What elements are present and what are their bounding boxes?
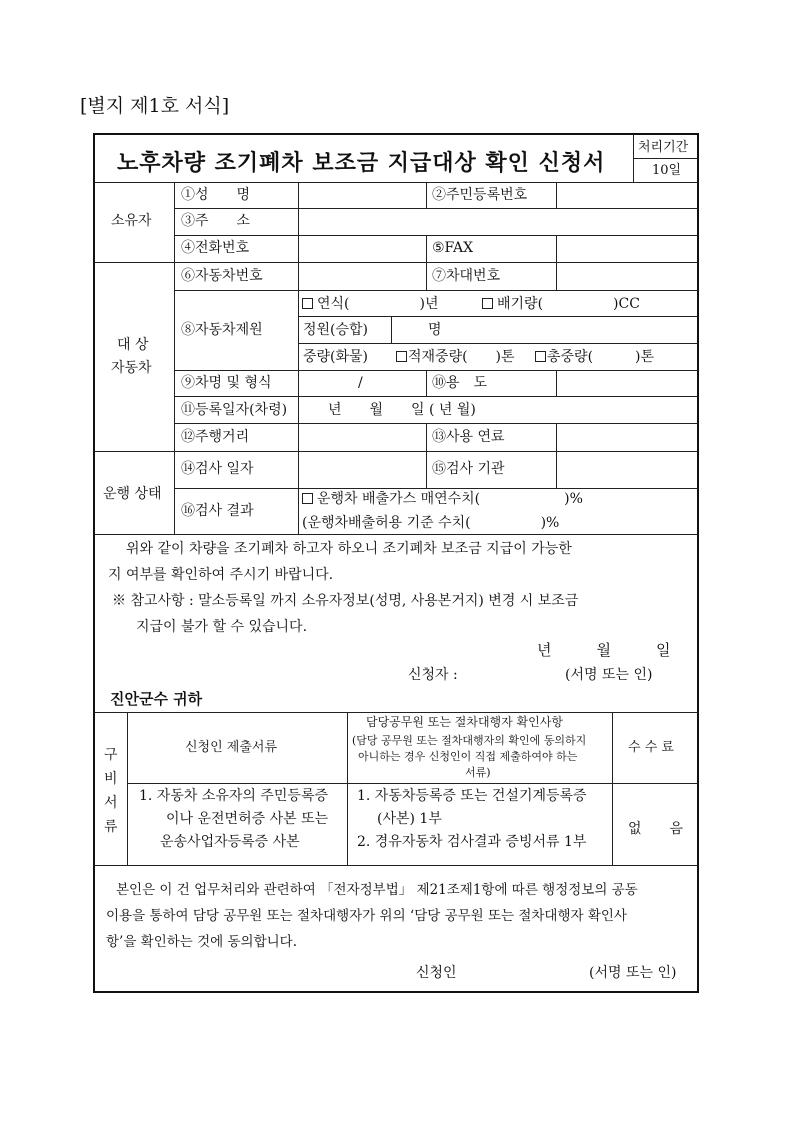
official-doc-line-3: 2. 경유자동차 검사결과 증빙서류 1부	[357, 834, 587, 850]
inspection-org-label: ⑮검사 기관	[432, 461, 505, 477]
year-checkbox[interactable]	[302, 298, 313, 309]
applicant-docs-header: 신청인 제출서류	[185, 740, 278, 755]
inspection-date-label: ⑭검사 일자	[181, 461, 254, 477]
processing-period-value: 10일	[652, 163, 682, 178]
official-check-note-3: 서류)	[465, 766, 491, 779]
addressee: 진안군수 귀하	[110, 690, 203, 708]
processing-period-label: 처리기간	[638, 140, 689, 155]
owner-phone-label: ④전화번호	[181, 240, 250, 256]
official-check-note-2: 아니하는 경우 신청인이 직접 제출하여야 하는	[358, 750, 578, 763]
official-doc-line-1: 1. 자동차등록증 또는 건설기계등록증	[357, 788, 587, 804]
owner-address-field[interactable]	[300, 210, 696, 233]
docs-side-4: 류	[104, 819, 118, 835]
owner-rrn-label: ②주민등록번호	[432, 187, 528, 203]
operation-section-label: 운행 상태	[103, 486, 162, 502]
fee-value: 없 음	[628, 821, 684, 837]
inspection-date-field[interactable]	[300, 453, 424, 486]
consent-signer-label: 신청인	[416, 965, 457, 981]
applicant-sign: (서명 또는 인)	[565, 667, 653, 683]
usage-field[interactable]	[558, 372, 696, 394]
vehicle-reg-no-field[interactable]	[300, 264, 424, 288]
displacement-text: 배기량( )CC	[497, 296, 640, 312]
fuel-field[interactable]	[558, 425, 696, 449]
applicant-label: 신청자 :	[408, 667, 458, 683]
request-line-2: 지 여부를 확인하여 주시기 바랍니다.	[108, 567, 334, 583]
docs-side-2: 비	[104, 771, 118, 787]
fuel-label: ⑬사용 연료	[432, 429, 505, 445]
owner-name-label: ①성 명	[181, 187, 251, 203]
mileage-label: ⑫주행거리	[181, 429, 250, 445]
year-text: 연식( )년	[317, 296, 439, 312]
gross-weight-checkbox[interactable]	[535, 351, 546, 362]
owner-name-field[interactable]	[300, 184, 424, 206]
model-separator: /	[358, 375, 363, 391]
load-weight-text: 적재중량( )톤	[408, 349, 515, 365]
weight-label: 중량(화물)	[303, 349, 369, 365]
applicant-doc-line-3: 운송사업자등록증 사본	[160, 834, 300, 850]
consent-sign: (서명 또는 인)	[589, 965, 677, 981]
smoke-checkbox[interactable]	[302, 493, 313, 504]
consent-line-3: 항’을 확인하는 것에 동의합니다.	[106, 934, 297, 950]
mileage-field[interactable]	[300, 425, 424, 449]
load-weight-checkbox[interactable]	[396, 351, 407, 362]
reg-date-label: ⑪등록일자(차령)	[181, 402, 288, 418]
owner-section-label: 소유자	[111, 213, 152, 229]
vehicle-reg-no-label: ⑥자동차번호	[181, 268, 263, 284]
vehicle-section-label-2: 자동차	[111, 360, 152, 376]
form-label: [별지 제1호 서식]	[80, 95, 230, 117]
reg-date-value: 년 월 일 ( 년 월)	[328, 402, 476, 418]
chassis-no-label: ⑦차대번호	[432, 268, 501, 284]
inspection-org-field[interactable]	[558, 453, 696, 486]
displacement-checkbox[interactable]	[482, 298, 493, 309]
consent-line-1: 본인은 이 건 업무처리와 관련하여 「전자정부법」 제21조제1항에 따른 행정정보의 공동	[116, 882, 638, 898]
note-line-1: ※ 참고사항 : 말소등록일 까지 소유자정보(성명, 사용본거지) 변경 시 보조금	[112, 593, 579, 609]
inspection-result-label: ⑯검사 결과	[181, 503, 254, 519]
owner-fax-field[interactable]	[558, 237, 696, 260]
docs-side-3: 서	[104, 795, 118, 811]
request-line-1: 위와 같이 차량을 조기폐차 하고자 하오니 조기폐차 보조금 지급이 가능한	[126, 541, 572, 557]
owner-fax-label: ⑤FAX	[432, 240, 474, 256]
official-doc-line-2: (사본) 1부	[377, 811, 442, 827]
gross-weight-text: 총중량( )톤	[547, 349, 655, 365]
owner-address-label: ③주 소	[181, 213, 251, 229]
applicant-doc-line-1: 1. 자동차 소유자의 주민등록증	[139, 788, 328, 804]
request-date: 년 월 일	[537, 641, 671, 659]
docs-side-1: 구	[104, 747, 118, 763]
official-check-note-1: (담당 공무원 또는 절차대행자의 확인에 동의하지	[352, 734, 587, 747]
fee-header: 수 수 료	[628, 740, 674, 755]
smoke-value-text: 운행차 배출가스 매연수치( )%	[317, 491, 583, 507]
form-title: 노후차량 조기폐차 보조금 지급대상 확인 신청서	[117, 150, 606, 176]
applicant-doc-line-2: 이나 운전면허증 사본 또는	[166, 811, 329, 827]
vehicle-section-label-1: 대 상	[117, 337, 149, 353]
usage-label: ⑩용 도	[432, 375, 488, 391]
capacity-label: 정원(승합)	[303, 322, 369, 338]
model-label: ⑨차명 및 형식	[181, 375, 272, 391]
owner-rrn-field[interactable]	[558, 184, 696, 206]
vehicle-spec-label: ⑧자동차제원	[181, 322, 263, 338]
capacity-unit: 명	[428, 322, 442, 338]
owner-phone-field[interactable]	[300, 237, 424, 260]
note-line-2: 지급이 불가 할 수 있습니다.	[136, 619, 308, 635]
official-check-header: 담당공무원 또는 절차대행자 확인사항	[366, 715, 563, 729]
chassis-no-field[interactable]	[558, 264, 696, 288]
allowed-value-text: (운행차배출허용 기준 수치( )%	[302, 515, 560, 531]
consent-line-2: 이용을 통하여 담당 공무원 또는 절차대행자가 위의 ‘담당 공무원 또는 절차대행자 확인사	[106, 908, 627, 924]
